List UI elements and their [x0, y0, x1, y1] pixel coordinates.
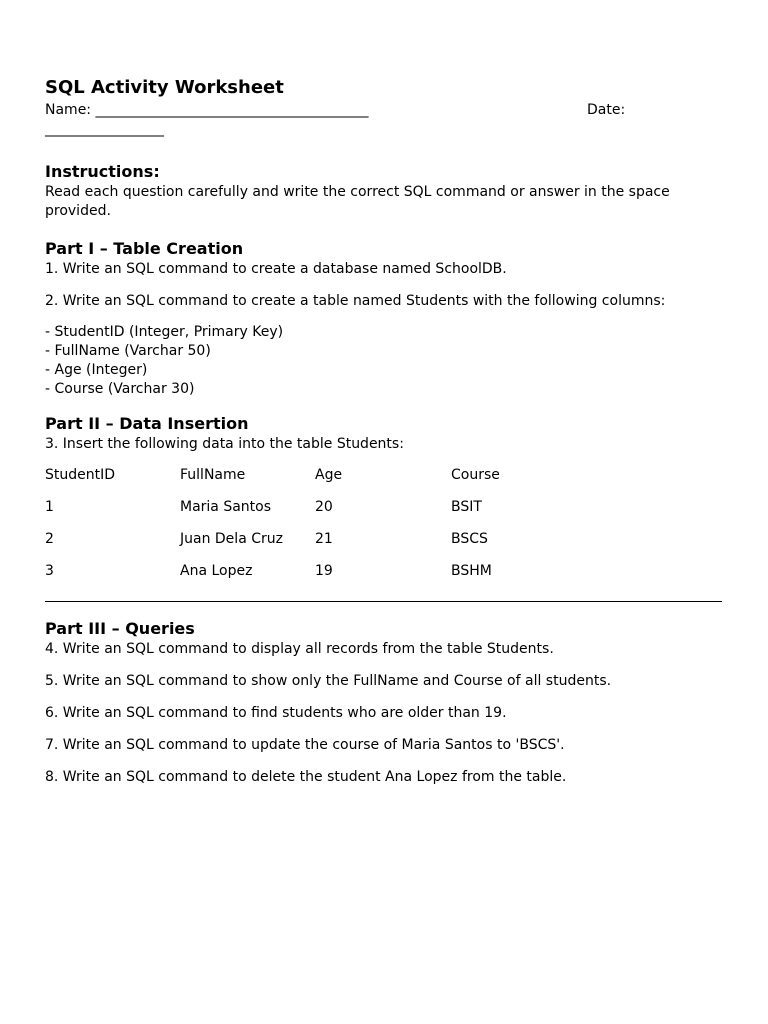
part1-heading: Part I – Table Creation — [45, 239, 244, 258]
part3-heading: Part III – Queries — [45, 619, 195, 638]
question-6: 6. Write an SQL command to find students who are older than 19. — [45, 705, 507, 721]
table-row — [45, 485, 500, 517]
instructions-section — [45, 161, 723, 221]
question-4: 4. Write an SQL command to display all records from the table Students. — [45, 641, 554, 657]
table-header-cell: FullName — [180, 467, 246, 483]
column-list-item: - FullName (Varchar 50) — [45, 343, 211, 359]
part2-heading: Part II – Data Insertion — [45, 414, 249, 433]
table-header-cell: Course — [451, 467, 500, 483]
table-cell: 21 — [315, 531, 333, 547]
table-header-cell: StudentID — [45, 467, 116, 483]
column-list — [45, 323, 723, 399]
table-cell: BSCS — [451, 531, 488, 547]
column-list-item: - Course (Varchar 30) — [45, 381, 195, 397]
table-cell: 3 — [45, 563, 54, 579]
part3-section — [45, 618, 723, 787]
table-cell: BSIT — [451, 499, 482, 515]
name-field-line: Name: _______________________________________ — [45, 102, 369, 118]
instructions-text: Read each question carefully and write the correct SQL command or answer in the space provided. — [45, 184, 670, 219]
table-row — [45, 517, 500, 549]
instructions-heading: Instructions: — [45, 162, 160, 181]
worksheet-title: SQL Activity Worksheet — [45, 77, 284, 98]
question-7: 7. Write an SQL command to update the course of Maria Santos to 'BSCS'. — [45, 737, 565, 753]
students-data-table — [45, 466, 500, 581]
section-divider-wrap — [45, 601, 723, 602]
column-list-item: - Age (Integer) — [45, 362, 148, 378]
section-divider — [45, 601, 722, 602]
part1-section — [45, 238, 723, 399]
table-header-row — [45, 466, 500, 485]
question-3: 3. Insert the following data into the table Students: — [45, 436, 404, 452]
question-8: 8. Write an SQL command to delete the student Ana Lopez from the table. — [45, 769, 567, 785]
table-cell: BSHM — [451, 563, 492, 579]
part2-section — [45, 413, 723, 581]
table-cell: Juan Dela Cruz — [180, 531, 283, 547]
question-1: 1. Write an SQL command to create a database named SchoolDB. — [45, 261, 507, 277]
date-label: Date: — [587, 102, 626, 118]
column-list-item: - StudentID (Integer, Primary Key) — [45, 324, 284, 340]
table-cell: Maria Santos — [180, 499, 272, 515]
date-field-line: _________________ — [45, 121, 164, 137]
table-header-cell: Age — [315, 467, 343, 483]
question-5: 5. Write an SQL command to show only the FullName and Course of all students. — [45, 673, 612, 689]
table-cell: 1 — [45, 499, 54, 515]
table-cell: 20 — [315, 499, 333, 515]
table-cell: 2 — [45, 531, 54, 547]
table-cell: 19 — [315, 563, 333, 579]
name-date-row — [45, 101, 723, 120]
table-row — [45, 549, 500, 581]
worksheet-page — [45, 76, 723, 787]
question-2: 2. Write an SQL command to create a table named Students with the following columns: — [45, 293, 666, 309]
table-cell: Ana Lopez — [180, 563, 253, 579]
